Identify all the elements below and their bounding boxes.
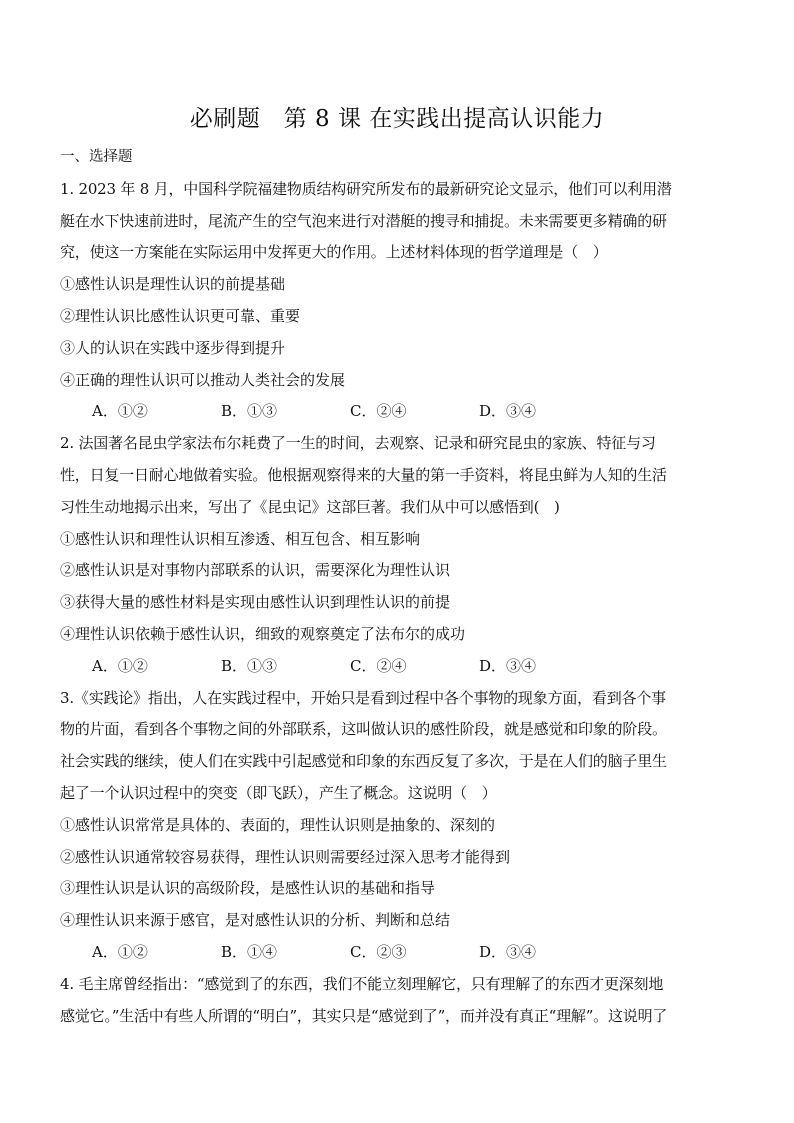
- question-stem-line: 究，使这一方案能在实际运用中发挥更大的作用。上述材料体现的哲学道理是（ ）: [60, 243, 608, 262]
- statement-item: ④正确的理性认识可以推动人类社会的发展: [60, 370, 346, 389]
- statement-item: ②感性认识通常较容易获得，理性认识则需要经过深入思考才能得到: [60, 847, 511, 866]
- option-b[interactable]: B．①③: [221, 656, 278, 675]
- option-c[interactable]: C．②③: [350, 942, 407, 961]
- statement-item: ②理性认识比感性认识更可靠、重要: [60, 306, 301, 325]
- option-b[interactable]: B．①④: [221, 942, 278, 961]
- statement-item: ①感性认识和理性认识相互渗透、相互包含、相互影响: [60, 529, 421, 548]
- question-stem-line: 艇在水下快速前进时，尾流产生的空气泡来进行对潜艇的搜寻和捕捉。未来需要更多精确的研: [60, 211, 667, 230]
- question-stem-line: 性，日复一日耐心地做着实验。他根据观察得来的大量的第一手资料，将昆虫鲜为人知的生活: [60, 465, 667, 484]
- page-title: 必刷题 第 8 课 在实践出提高认识能力: [189, 106, 605, 132]
- question-4: [60, 969, 740, 1033]
- document-body: [60, 142, 740, 1032]
- option-b[interactable]: B．①③: [221, 402, 278, 421]
- option-c[interactable]: C．②④: [350, 656, 407, 675]
- question-stem-line: 物的片面，看到各个事物之间的外部联系，这叫做认识的感性阶段，就是感觉和印象的阶段。: [60, 720, 667, 739]
- option-a[interactable]: A．①②: [92, 942, 148, 961]
- statement-item: ③获得大量的感性材料是实现由感性认识到理性认识的前提: [60, 593, 451, 612]
- statement-item: ①感性认识常常是具体的、表面的，理性认识则是抽象的、深刻的: [60, 815, 496, 834]
- question-stem-line: 3.《实践论》指出，人在实践过程中，开始只是看到过程中各个事物的现象方面，看到各个事: [60, 688, 666, 707]
- question-2: [60, 428, 740, 682]
- question-stem-line: 1. 2023 年 8 月，中国科学院福建物质结构研究所发布的最新研究论文显示，他们可以利用潜: [60, 179, 672, 198]
- answer-options: [60, 651, 740, 683]
- statement-item: ②感性认识是对事物内部联系的认识，需要深化为理性认识: [60, 561, 451, 580]
- question-stem-line: 4. 毛主席曾经指出：“感觉到了的东西，我们不能立刻理解它，只有理解了的东西才更深刻地: [60, 974, 664, 993]
- statement-item: ④理性认识来源于感官，是对感性认识的分析、判断和总结: [60, 911, 451, 930]
- option-d[interactable]: D．③④: [479, 656, 537, 675]
- answer-options: [60, 937, 740, 969]
- section-heading: 一、选择题: [60, 149, 133, 165]
- option-a[interactable]: A．①②: [92, 656, 148, 675]
- option-c[interactable]: C．②④: [350, 402, 407, 421]
- question-stem-line: 感觉它。”生活中有些人所谓的“明白”，其实只是“感觉到了”，而并没有真正“理解”。这说明了: [60, 1006, 668, 1025]
- statement-item: ①感性认识是理性认识的前提基础: [60, 275, 286, 294]
- statement-item: ④理性认识依赖于感性认识，细致的观察奠定了法布尔的成功: [60, 624, 466, 643]
- question-stem-line: 习性生动地揭示出来，写出了《昆虫记》这部巨著。我们从中可以感悟到( ): [60, 497, 560, 516]
- question-1: [60, 174, 740, 428]
- option-d[interactable]: D．③④: [479, 942, 537, 961]
- statement-item: ③人的认识在实践中逐步得到提升: [60, 338, 286, 357]
- question-stem-line: 2. 法国著名昆虫学家法布尔耗费了一生的时间，去观察、记录和研究昆虫的家族、特征与习: [60, 434, 656, 453]
- option-a[interactable]: A．①②: [92, 402, 148, 421]
- option-d[interactable]: D．③④: [479, 402, 537, 421]
- question-3: [60, 683, 740, 969]
- statement-item: ③理性认识是认识的高级阶段，是感性认识的基础和指导: [60, 879, 436, 898]
- answer-options: [60, 396, 740, 428]
- question-stem-line: 社会实践的继续，使人们在实践中引起感觉和印象的东西反复了多次，于是在人们的脑子里生: [60, 752, 667, 771]
- question-stem-line: 起了一个认识过程中的突变（即飞跃），产生了概念。这说明（ ）: [60, 783, 497, 802]
